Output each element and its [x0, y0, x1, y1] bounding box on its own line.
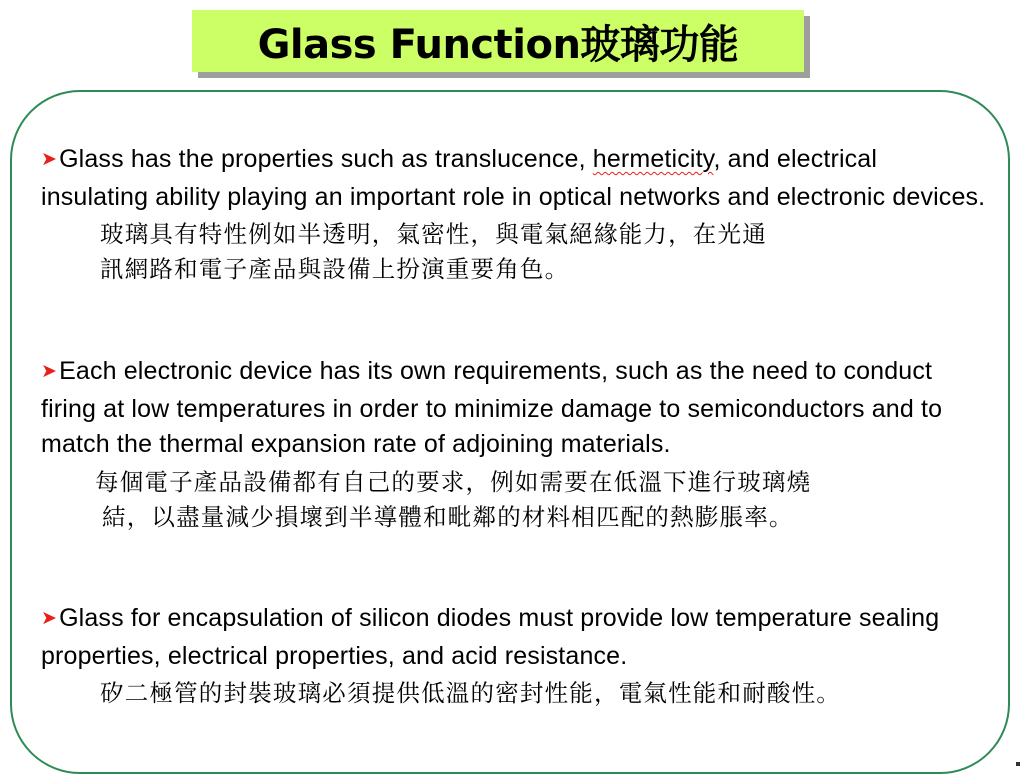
bullet-chinese-text	[41, 465, 991, 535]
arrow-bullet-icon: ➤	[41, 607, 58, 629]
bullet-item-glass-properties	[41, 142, 991, 287]
bullet-item-diode-encapsulation	[41, 601, 991, 711]
chinese-line: 玻璃具有特性例如半透明，氣密性，與電氣絕緣能力，在光通	[100, 220, 767, 248]
chinese-line: 訊網路和電子產品與設備上扮演重要角色。	[100, 255, 570, 283]
bullet-english-text	[41, 142, 991, 215]
chinese-line: 矽二極管的封裝玻璃必須提供低溫的密封性能，電氣性能和耐酸性。	[100, 679, 841, 707]
slide-title: Glass Function玻璃功能	[257, 21, 739, 68]
page-marker	[1016, 762, 1020, 766]
bullet-chinese-text	[41, 217, 991, 287]
arrow-bullet-icon: ➤	[41, 148, 58, 170]
bullet-chinese-text	[41, 676, 991, 711]
title-banner	[192, 10, 804, 72]
bullet-item-device-requirements	[41, 354, 991, 535]
chinese-line: 結，以盡量減少損壞到半導體和毗鄰的材料相匹配的熱膨脹率。	[102, 502, 794, 531]
arrow-bullet-icon: ➤	[41, 360, 58, 382]
bullet-english-text	[41, 601, 991, 674]
bullet-text-part: Glass has the properties such as translucence,	[59, 145, 593, 173]
bullet-english-text	[41, 354, 991, 463]
bullet-text-part: Each electronic device has its own requirements, such as the need to conduct firing at low temperatures in order to minimize damage to semiconductors and to match the thermal expansion rate of adjoining materials.	[41, 357, 943, 458]
spellcheck-flagged-word: hermeticity	[592, 145, 714, 173]
bullet-text-part: , and electrical insulating ability playing an important role in optical networks and electronic devices.	[41, 145, 986, 211]
chinese-line: 每個電子產品設備都有自己的要求，例如需要在低溫下進行玻璃燒	[95, 467, 812, 496]
bullet-text-part: Glass for encapsulation of silicon diodes must provide low temperature sealing properties, electrical properties, and acid resistance.	[41, 604, 940, 670]
